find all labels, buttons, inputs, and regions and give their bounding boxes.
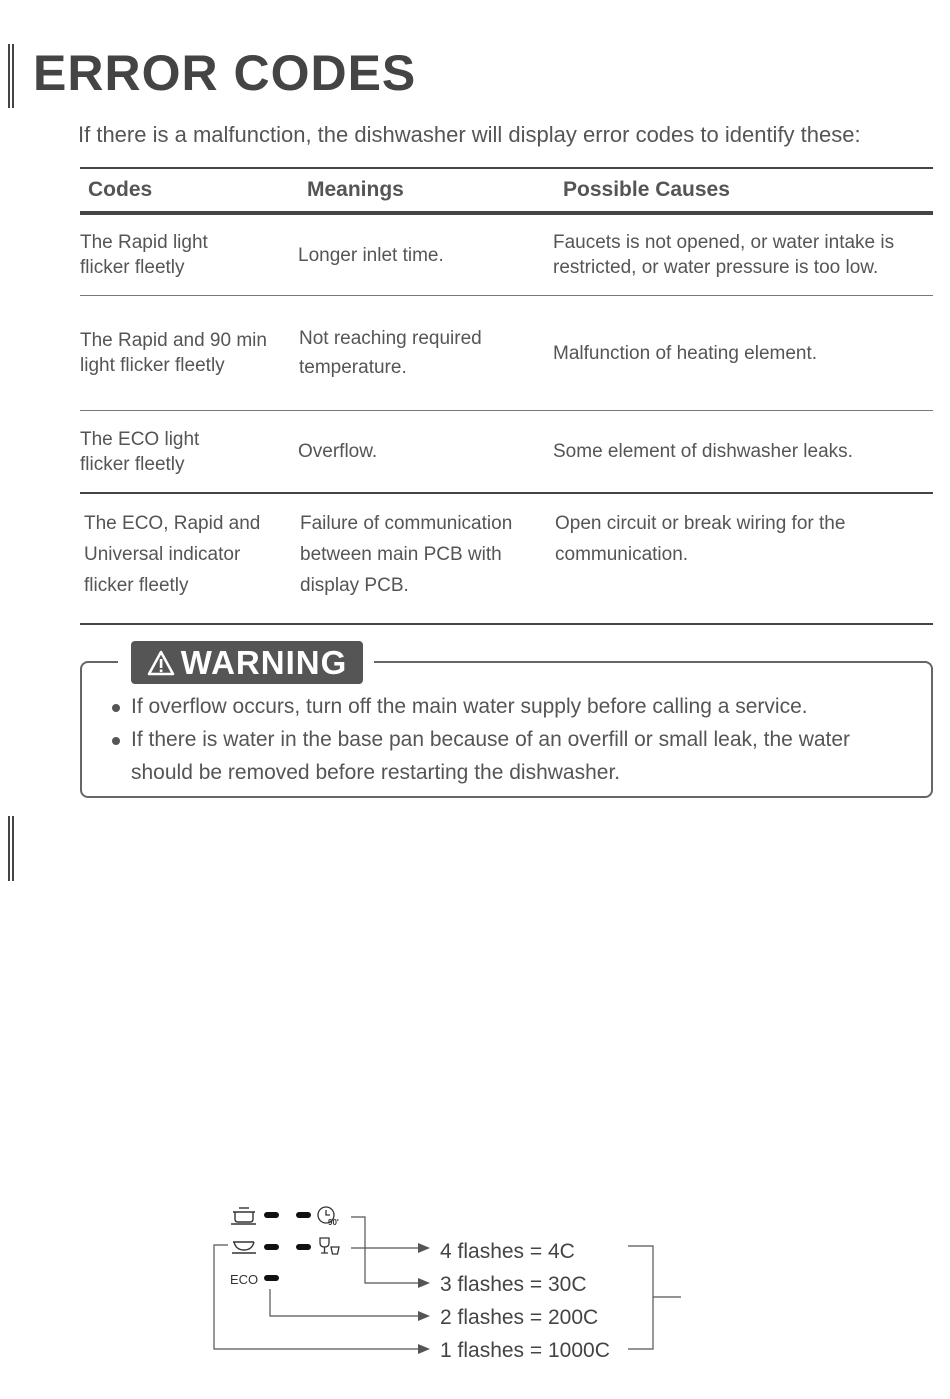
meaning-cell	[296, 493, 551, 624]
code-line: flicker fleetly	[84, 575, 189, 596]
code-line: flicker fleetly	[80, 257, 185, 278]
margin-bar-top	[8, 44, 14, 108]
indicator-led	[264, 1275, 279, 1281]
margin-bar-middle	[8, 816, 14, 881]
meaning-cell	[296, 296, 551, 411]
flash-label: 4 flashes = 4C	[440, 1240, 575, 1263]
code-cell	[80, 296, 296, 411]
sum-bracket	[628, 1246, 681, 1349]
flash-label: 3 flashes = 30C	[440, 1273, 587, 1296]
cause-line: communication.	[555, 544, 689, 565]
flash-label: 1 flashes = 1000C	[440, 1339, 610, 1362]
bowl-icon	[232, 1242, 256, 1253]
error-codes-table	[80, 167, 933, 625]
eco-label: ECO	[230, 1272, 259, 1287]
warning-item	[110, 723, 920, 789]
arrow-head	[418, 1243, 430, 1253]
indicator-led	[296, 1212, 311, 1218]
meaning-line: Overflow.	[298, 441, 378, 462]
connector-line	[214, 1245, 420, 1349]
table-row	[80, 296, 933, 411]
cause-cell	[551, 213, 933, 296]
intro-text: If there is a malfunction, the dishwasher will display error codes to identify these:	[78, 122, 861, 147]
warning-label-text: WARNING	[180, 643, 348, 681]
cause-line: Some element of dishwasher leaks.	[553, 441, 853, 462]
table-row	[80, 411, 933, 494]
pot-icon	[231, 1208, 256, 1224]
meaning-line: Failure of communication	[300, 513, 513, 534]
indicator-led	[264, 1244, 279, 1250]
warning-item: If overflow occurs, turn off the main water supply before calling a service.	[110, 690, 920, 723]
code-cell	[80, 493, 296, 624]
arrow-head	[418, 1344, 430, 1354]
flash-label: 2 flashes = 200C	[440, 1306, 599, 1329]
flash-code-diagram	[0, 1195, 950, 1375]
code-line: The ECO, Rapid and	[84, 513, 261, 534]
cause-line: restricted, or water pressure is too low.	[553, 257, 879, 278]
meaning-cell	[296, 213, 551, 296]
connector-line	[270, 1289, 420, 1316]
header-codes: Codes	[80, 168, 296, 213]
table-header-row	[80, 168, 933, 213]
cause-cell	[551, 493, 933, 624]
indicator-led	[296, 1244, 311, 1250]
warning-item-line: should be removed before restarting the dishwasher.	[131, 761, 621, 784]
code-cell	[80, 213, 296, 296]
page-title: ERROR CODES	[33, 45, 417, 101]
code-line: flicker fleetly	[80, 453, 185, 475]
code-line: Universal indicator	[84, 544, 241, 565]
code-line: light flicker fleetly	[80, 355, 225, 376]
cause-line: Malfunction of heating element.	[553, 342, 818, 364]
warning-triangle-icon	[147, 650, 175, 676]
table-row	[80, 493, 933, 624]
warning-label	[131, 641, 363, 684]
connector-line	[351, 1217, 420, 1283]
meaning-line: Longer inlet time.	[298, 244, 444, 266]
code-line: The ECO light	[80, 428, 200, 450]
meaning-line: Not reaching required	[299, 328, 482, 349]
warning-item-line: If there is water in the base pan because of an overfill or small leak, the water	[131, 728, 851, 751]
code-line: The Rapid light	[80, 232, 208, 253]
header-causes: Possible Causes	[551, 168, 933, 213]
meaning-line: between main PCB with	[300, 544, 502, 565]
arrow-head	[418, 1311, 430, 1321]
meaning-line: display PCB.	[300, 575, 409, 596]
header-meanings: Meanings	[296, 168, 551, 213]
table-row	[80, 213, 933, 296]
cause-cell	[551, 411, 933, 494]
glass-cup-icon	[320, 1238, 339, 1254]
cause-line: Faucets is not opened, or water intake is	[553, 232, 895, 253]
code-line: The Rapid and 90 min	[80, 330, 267, 351]
warning-list	[110, 690, 920, 789]
meaning-line: temperature.	[299, 357, 407, 378]
cause-line: Open circuit or break wiring for the	[555, 513, 846, 534]
cause-cell	[551, 296, 933, 411]
arrow-head	[418, 1278, 430, 1288]
meaning-cell	[296, 411, 551, 494]
clock-90-icon	[318, 1207, 339, 1227]
indicator-led	[264, 1212, 279, 1218]
code-cell	[80, 411, 296, 494]
clock-90-label: 90'	[328, 1218, 339, 1227]
